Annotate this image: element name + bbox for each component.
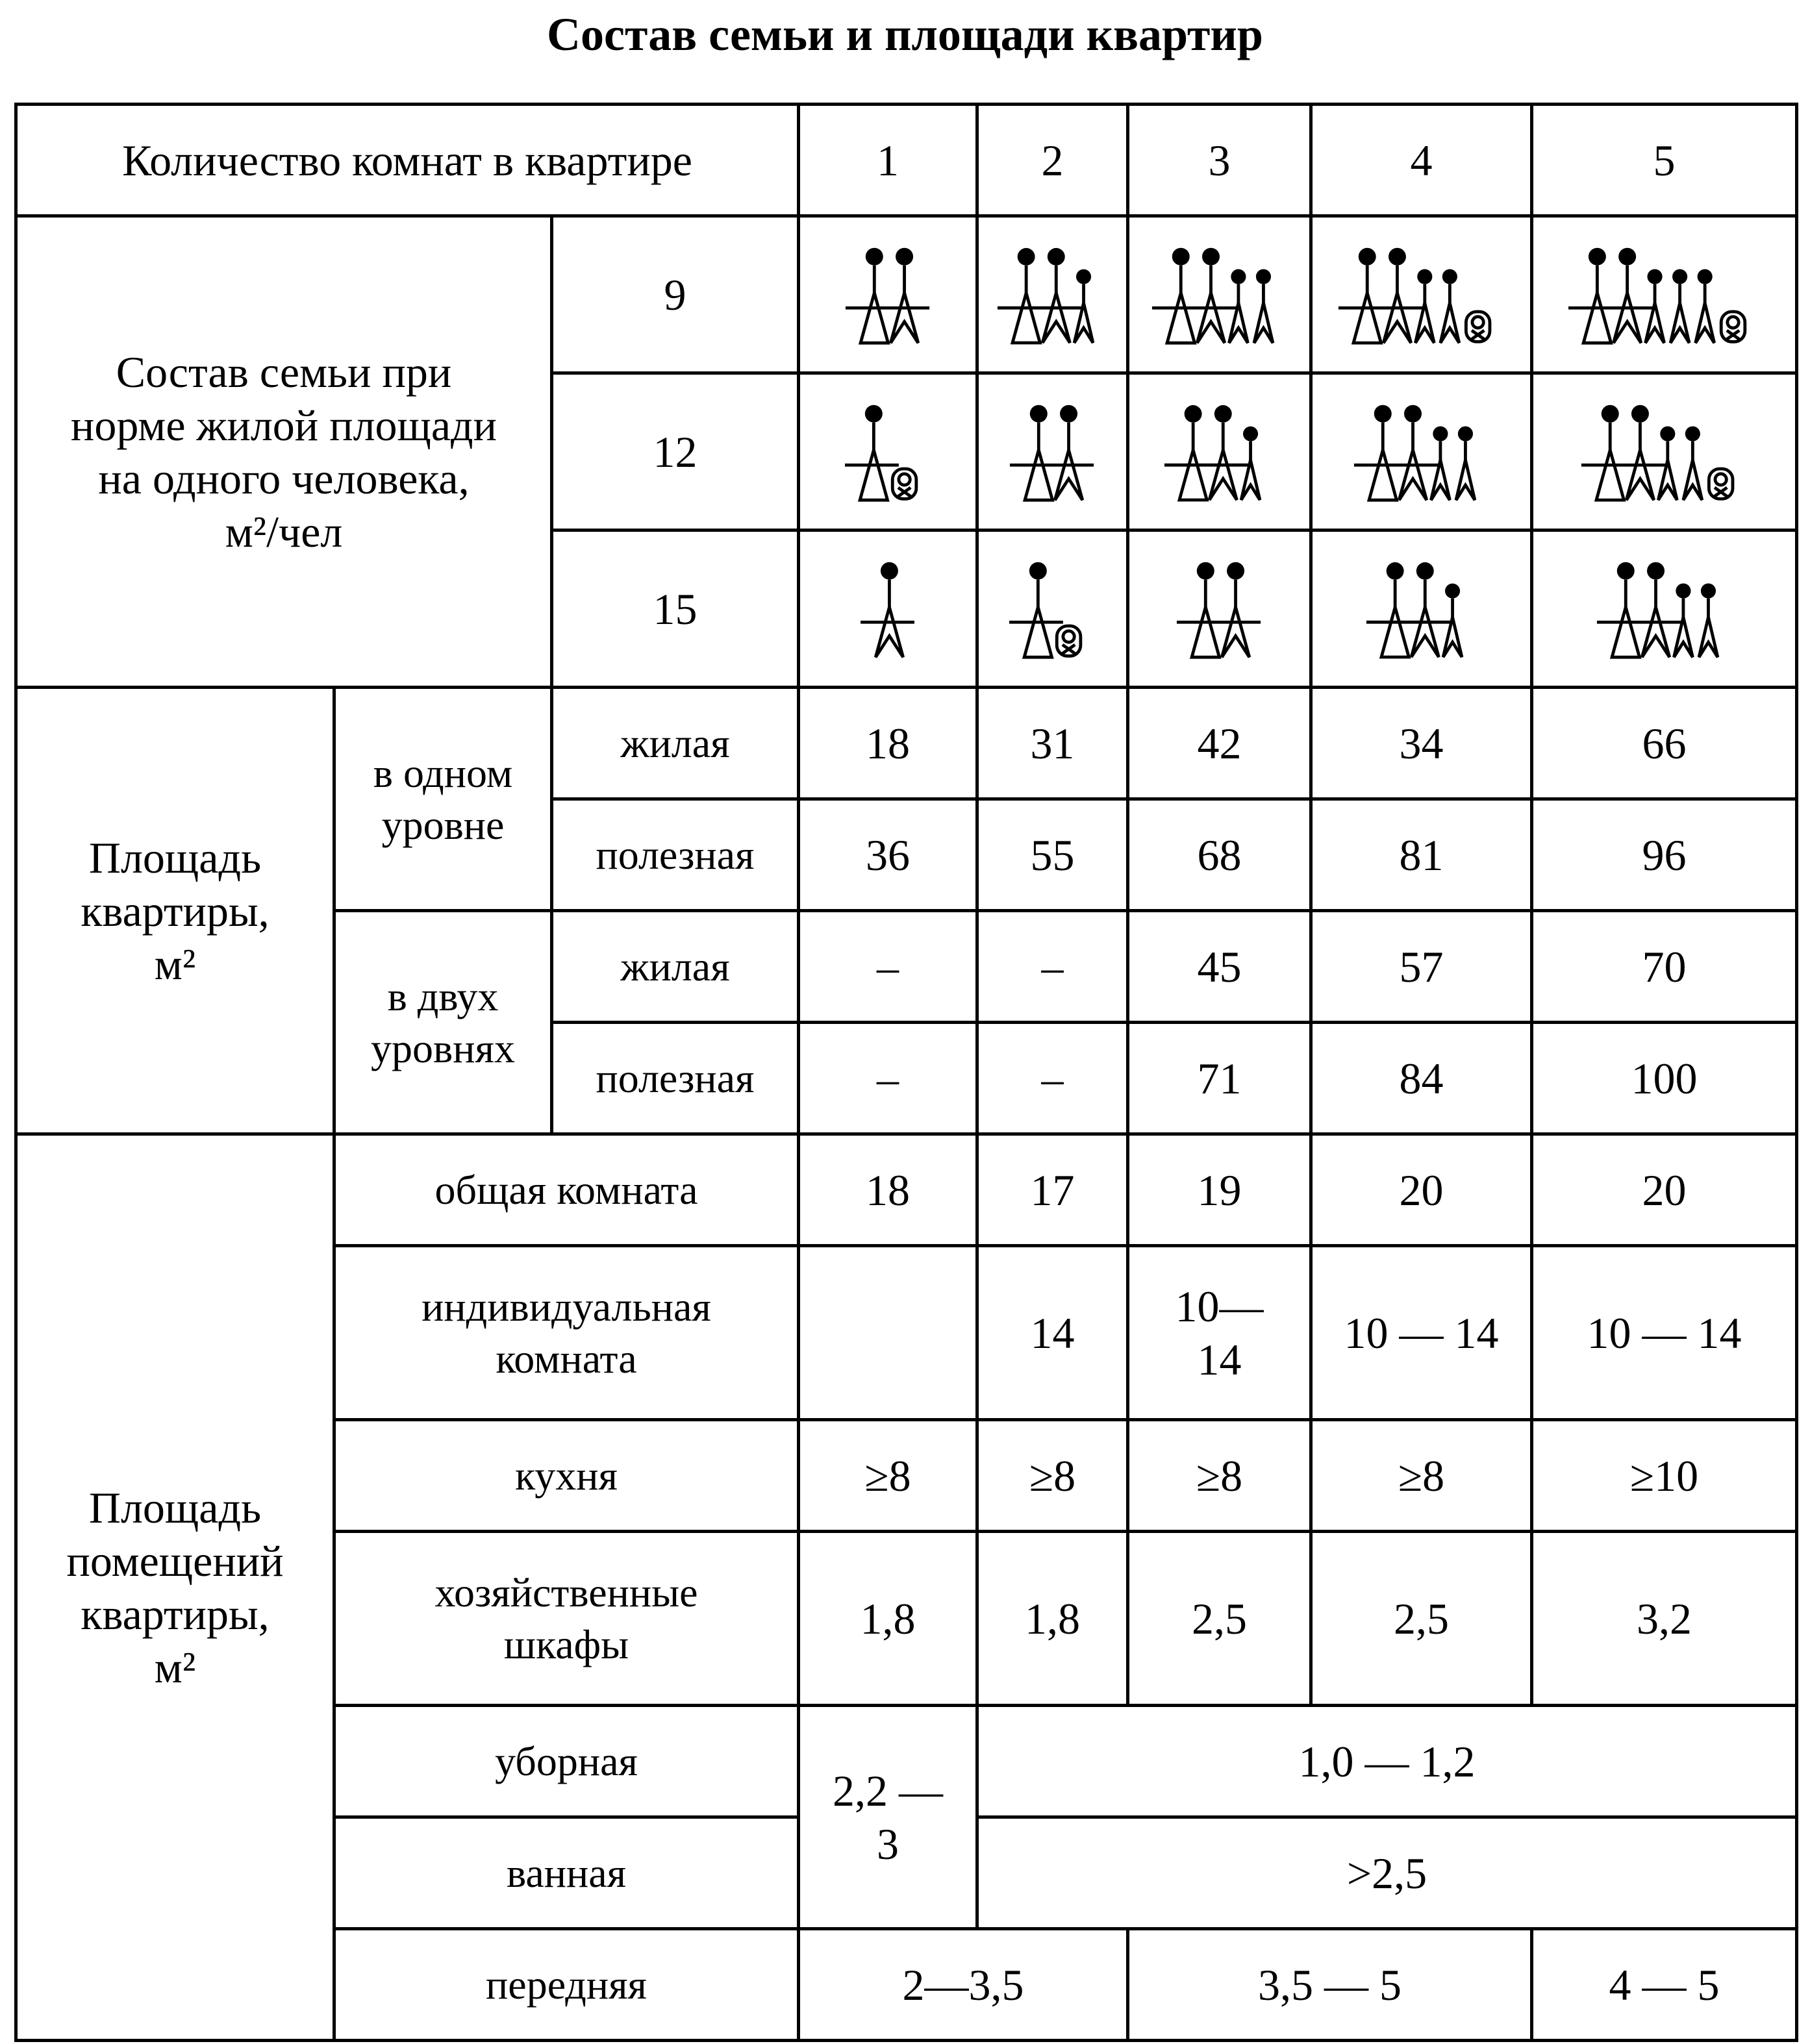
child-head-icon	[1660, 426, 1675, 441]
family-row	[16, 216, 1797, 373]
woman-head-icon	[1647, 562, 1665, 579]
man-icon	[1024, 607, 1051, 657]
header-row	[16, 105, 1797, 216]
family-composition-icon	[1151, 243, 1288, 347]
adult-head-icon	[1616, 562, 1634, 579]
infant-icon	[1057, 626, 1081, 656]
man-icon	[1025, 450, 1052, 500]
child-icon	[1670, 303, 1689, 343]
woman-icon	[1197, 293, 1224, 343]
rooms-area-label: Площадь помещений квартиры, м²	[16, 1134, 334, 2041]
value-cell: 36	[799, 799, 977, 911]
room-label: общая комната	[334, 1134, 799, 1246]
page-title: Состав семьи и площади квартир	[547, 8, 1263, 60]
apartment-area-label: Площадь квартиры, м²	[16, 688, 334, 1134]
value-cell: 96	[1532, 799, 1797, 911]
value-cell: 84	[1311, 1023, 1532, 1134]
child-icon	[1440, 303, 1459, 343]
level-label: в двух уровнях	[334, 911, 552, 1134]
adult-head-icon	[1029, 562, 1047, 579]
family-composition-icon	[1365, 557, 1477, 661]
family-composition-icon	[1009, 400, 1096, 504]
child-icon	[1456, 460, 1475, 500]
value-cell: 66	[1532, 688, 1797, 799]
woman-icon	[1642, 607, 1669, 657]
adult-head-icon	[1030, 405, 1048, 422]
woman-head-icon	[1227, 562, 1244, 579]
value-cell: 17	[977, 1134, 1128, 1246]
column-header: 2	[977, 105, 1128, 216]
family-cell	[977, 530, 1128, 688]
value-cell: 1,8	[799, 1532, 977, 1706]
family-cell	[799, 216, 977, 373]
child-icon	[1683, 460, 1702, 500]
norm-value: 12	[552, 373, 799, 530]
child-head-icon	[1676, 583, 1691, 598]
column-header: 4	[1311, 105, 1532, 216]
child-head-icon	[1698, 269, 1713, 284]
family-composition-icon	[1337, 243, 1506, 347]
adult-head-icon	[864, 405, 882, 422]
norm-value: 9	[552, 216, 799, 373]
family-cell	[1532, 530, 1797, 688]
child-head-icon	[1076, 269, 1091, 284]
woman-head-icon	[1214, 405, 1232, 422]
woman-head-icon	[1060, 405, 1077, 422]
family-cell	[1311, 216, 1532, 373]
infant-icon	[1466, 312, 1490, 342]
value-cell: 1,0 — 1,2	[977, 1706, 1797, 1817]
child-head-icon	[1255, 269, 1270, 284]
value-cell: ≥8	[1128, 1420, 1311, 1532]
value-cell: 10 — 14	[1311, 1246, 1532, 1420]
child-icon	[1699, 617, 1718, 657]
family-cell	[799, 530, 977, 688]
woman-head-icon	[896, 247, 913, 265]
value-cell: ≥10	[1532, 1420, 1797, 1532]
family-cell	[1128, 216, 1311, 373]
man-icon	[1012, 293, 1040, 343]
woman-head-icon	[1404, 405, 1422, 422]
family-composition-icon	[1353, 400, 1490, 504]
adult-head-icon	[865, 247, 883, 265]
man-icon	[1596, 450, 1624, 500]
child-head-icon	[1243, 426, 1258, 441]
child-head-icon	[1433, 426, 1448, 441]
woman-head-icon	[1202, 247, 1220, 265]
child-icon	[1696, 303, 1715, 343]
adult-head-icon	[1018, 247, 1035, 265]
family-cell	[1311, 530, 1532, 688]
man-icon	[1381, 607, 1409, 657]
value-cell: 1,8	[977, 1532, 1128, 1706]
area-type: жилая	[552, 688, 799, 799]
value-cell: 68	[1128, 799, 1311, 911]
rooms-count-header: Количество комнат в квартире	[16, 105, 799, 216]
value-cell: 18	[799, 1134, 977, 1246]
infant-icon	[892, 469, 916, 499]
area-row	[16, 688, 1797, 799]
child-head-icon	[1231, 269, 1246, 284]
infant-icon	[1709, 469, 1733, 499]
child-head-icon	[1445, 583, 1460, 598]
woman-icon	[1383, 293, 1411, 343]
value-cell: –	[977, 1023, 1128, 1134]
value-cell: 10 — 14	[1532, 1246, 1797, 1420]
value-cell: 45	[1128, 911, 1311, 1023]
value-cell: 81	[1311, 799, 1532, 911]
family-composition-icon	[1175, 557, 1263, 661]
family-composition-icon	[844, 243, 932, 347]
value-cell: 42	[1128, 688, 1311, 799]
value-cell	[799, 1246, 977, 1420]
woman-icon	[1613, 293, 1640, 343]
family-label: Состав семьи при норме жилой площади на одного человека, м²/чел	[16, 216, 552, 688]
value-cell: 10— 14	[1128, 1246, 1311, 1420]
family-composition-icon	[1596, 557, 1733, 661]
value-cell: 19	[1128, 1134, 1311, 1246]
woman-icon	[1399, 450, 1426, 500]
area-type: жилая	[552, 911, 799, 1023]
adult-head-icon	[1601, 405, 1618, 422]
adult-head-icon	[1589, 247, 1606, 265]
woman-icon	[1626, 450, 1653, 500]
woman-head-icon	[1388, 247, 1405, 265]
man-icon	[1369, 450, 1396, 500]
column-header: 3	[1128, 105, 1311, 216]
value-cell: ≥8	[799, 1420, 977, 1532]
value-cell: 2—3,5	[799, 1929, 1128, 2041]
child-icon	[1254, 303, 1273, 343]
man-icon	[1167, 293, 1194, 343]
man-icon	[1612, 607, 1639, 657]
family-apartment-table	[14, 103, 1798, 2042]
family-composition-icon	[1163, 400, 1276, 504]
woman-icon	[1222, 607, 1249, 657]
value-cell: 31	[977, 688, 1128, 799]
value-cell: 2,5	[1128, 1532, 1311, 1706]
value-cell: 2,5	[1311, 1532, 1532, 1706]
woman-icon	[1209, 450, 1237, 500]
value-cell: 34	[1311, 688, 1532, 799]
adult-head-icon	[1358, 247, 1376, 265]
woman-icon	[890, 293, 918, 343]
family-cell	[1128, 530, 1311, 688]
value-cell: 14	[977, 1246, 1128, 1420]
child-head-icon	[1457, 426, 1472, 441]
level-label: в одном уровне	[334, 688, 552, 911]
woman-head-icon	[1416, 562, 1434, 579]
value-cell: –	[977, 911, 1128, 1023]
adult-head-icon	[1374, 405, 1391, 422]
family-cell	[1532, 373, 1797, 530]
adult-head-icon	[1185, 405, 1202, 422]
adult-head-icon	[1197, 562, 1214, 579]
family-cell	[977, 373, 1128, 530]
family-cell	[977, 216, 1128, 373]
man-icon	[860, 450, 887, 500]
woman-head-icon	[1618, 247, 1636, 265]
family-cell	[799, 373, 977, 530]
value-cell: 100	[1532, 1023, 1797, 1134]
man-icon	[1192, 607, 1219, 657]
family-cell	[1532, 216, 1797, 373]
woman-icon	[1411, 607, 1439, 657]
man-icon	[861, 293, 888, 343]
room-label: хозяйственные шкафы	[334, 1532, 799, 1706]
value-cell: 71	[1128, 1023, 1311, 1134]
value-cell: 20	[1311, 1134, 1532, 1246]
family-composition-icon	[1567, 243, 1761, 347]
value-cell: 70	[1532, 911, 1797, 1023]
value-cell: 4 — 5	[1532, 1929, 1797, 2041]
value-cell: 2,2 — 3	[799, 1706, 977, 1929]
area-type: полезная	[552, 1023, 799, 1134]
room-label: индивидуальная комната	[334, 1246, 799, 1420]
column-header: 5	[1532, 105, 1797, 216]
value-cell: 3,5 — 5	[1128, 1929, 1532, 2041]
rooms-row	[16, 1134, 1797, 1246]
woman-icon	[1042, 293, 1070, 343]
value-cell: 20	[1532, 1134, 1797, 1246]
column-header: 1	[799, 105, 977, 216]
family-cell	[1311, 373, 1532, 530]
norm-value: 15	[552, 530, 799, 688]
family-cell	[1128, 373, 1311, 530]
child-head-icon	[1685, 426, 1700, 441]
value-cell: >2,5	[977, 1817, 1797, 1929]
value-cell: 57	[1311, 911, 1532, 1023]
adult-head-icon	[1172, 247, 1189, 265]
man-icon	[1179, 450, 1207, 500]
value-cell: 18	[799, 688, 977, 799]
value-cell: –	[799, 1023, 977, 1134]
room-label: ванная	[334, 1817, 799, 1929]
family-composition-icon	[996, 243, 1109, 347]
value-cell: 55	[977, 799, 1128, 911]
family-composition-icon	[1008, 557, 1097, 661]
child-head-icon	[1442, 269, 1457, 284]
child-head-icon	[1417, 269, 1432, 284]
family-composition-icon	[1580, 400, 1749, 504]
adult-head-icon	[1387, 562, 1404, 579]
woman-icon	[875, 607, 903, 657]
value-cell: 3,2	[1532, 1532, 1797, 1706]
man-icon	[1353, 293, 1381, 343]
child-head-icon	[1672, 269, 1687, 284]
value-cell: ≥8	[1311, 1420, 1532, 1532]
woman-icon	[1055, 450, 1082, 500]
value-cell: ≥8	[977, 1420, 1128, 1532]
infant-icon	[1721, 312, 1745, 342]
family-composition-icon	[859, 557, 917, 661]
room-label: кухня	[334, 1420, 799, 1532]
room-label: уборная	[334, 1706, 799, 1817]
man-icon	[1583, 293, 1611, 343]
family-composition-icon	[844, 400, 933, 504]
child-head-icon	[1700, 583, 1715, 598]
room-label: передняя	[334, 1929, 799, 2041]
child-head-icon	[1647, 269, 1662, 284]
woman-head-icon	[1048, 247, 1065, 265]
value-cell: –	[799, 911, 977, 1023]
woman-head-icon	[880, 562, 898, 579]
woman-head-icon	[1631, 405, 1648, 422]
area-type: полезная	[552, 799, 799, 911]
